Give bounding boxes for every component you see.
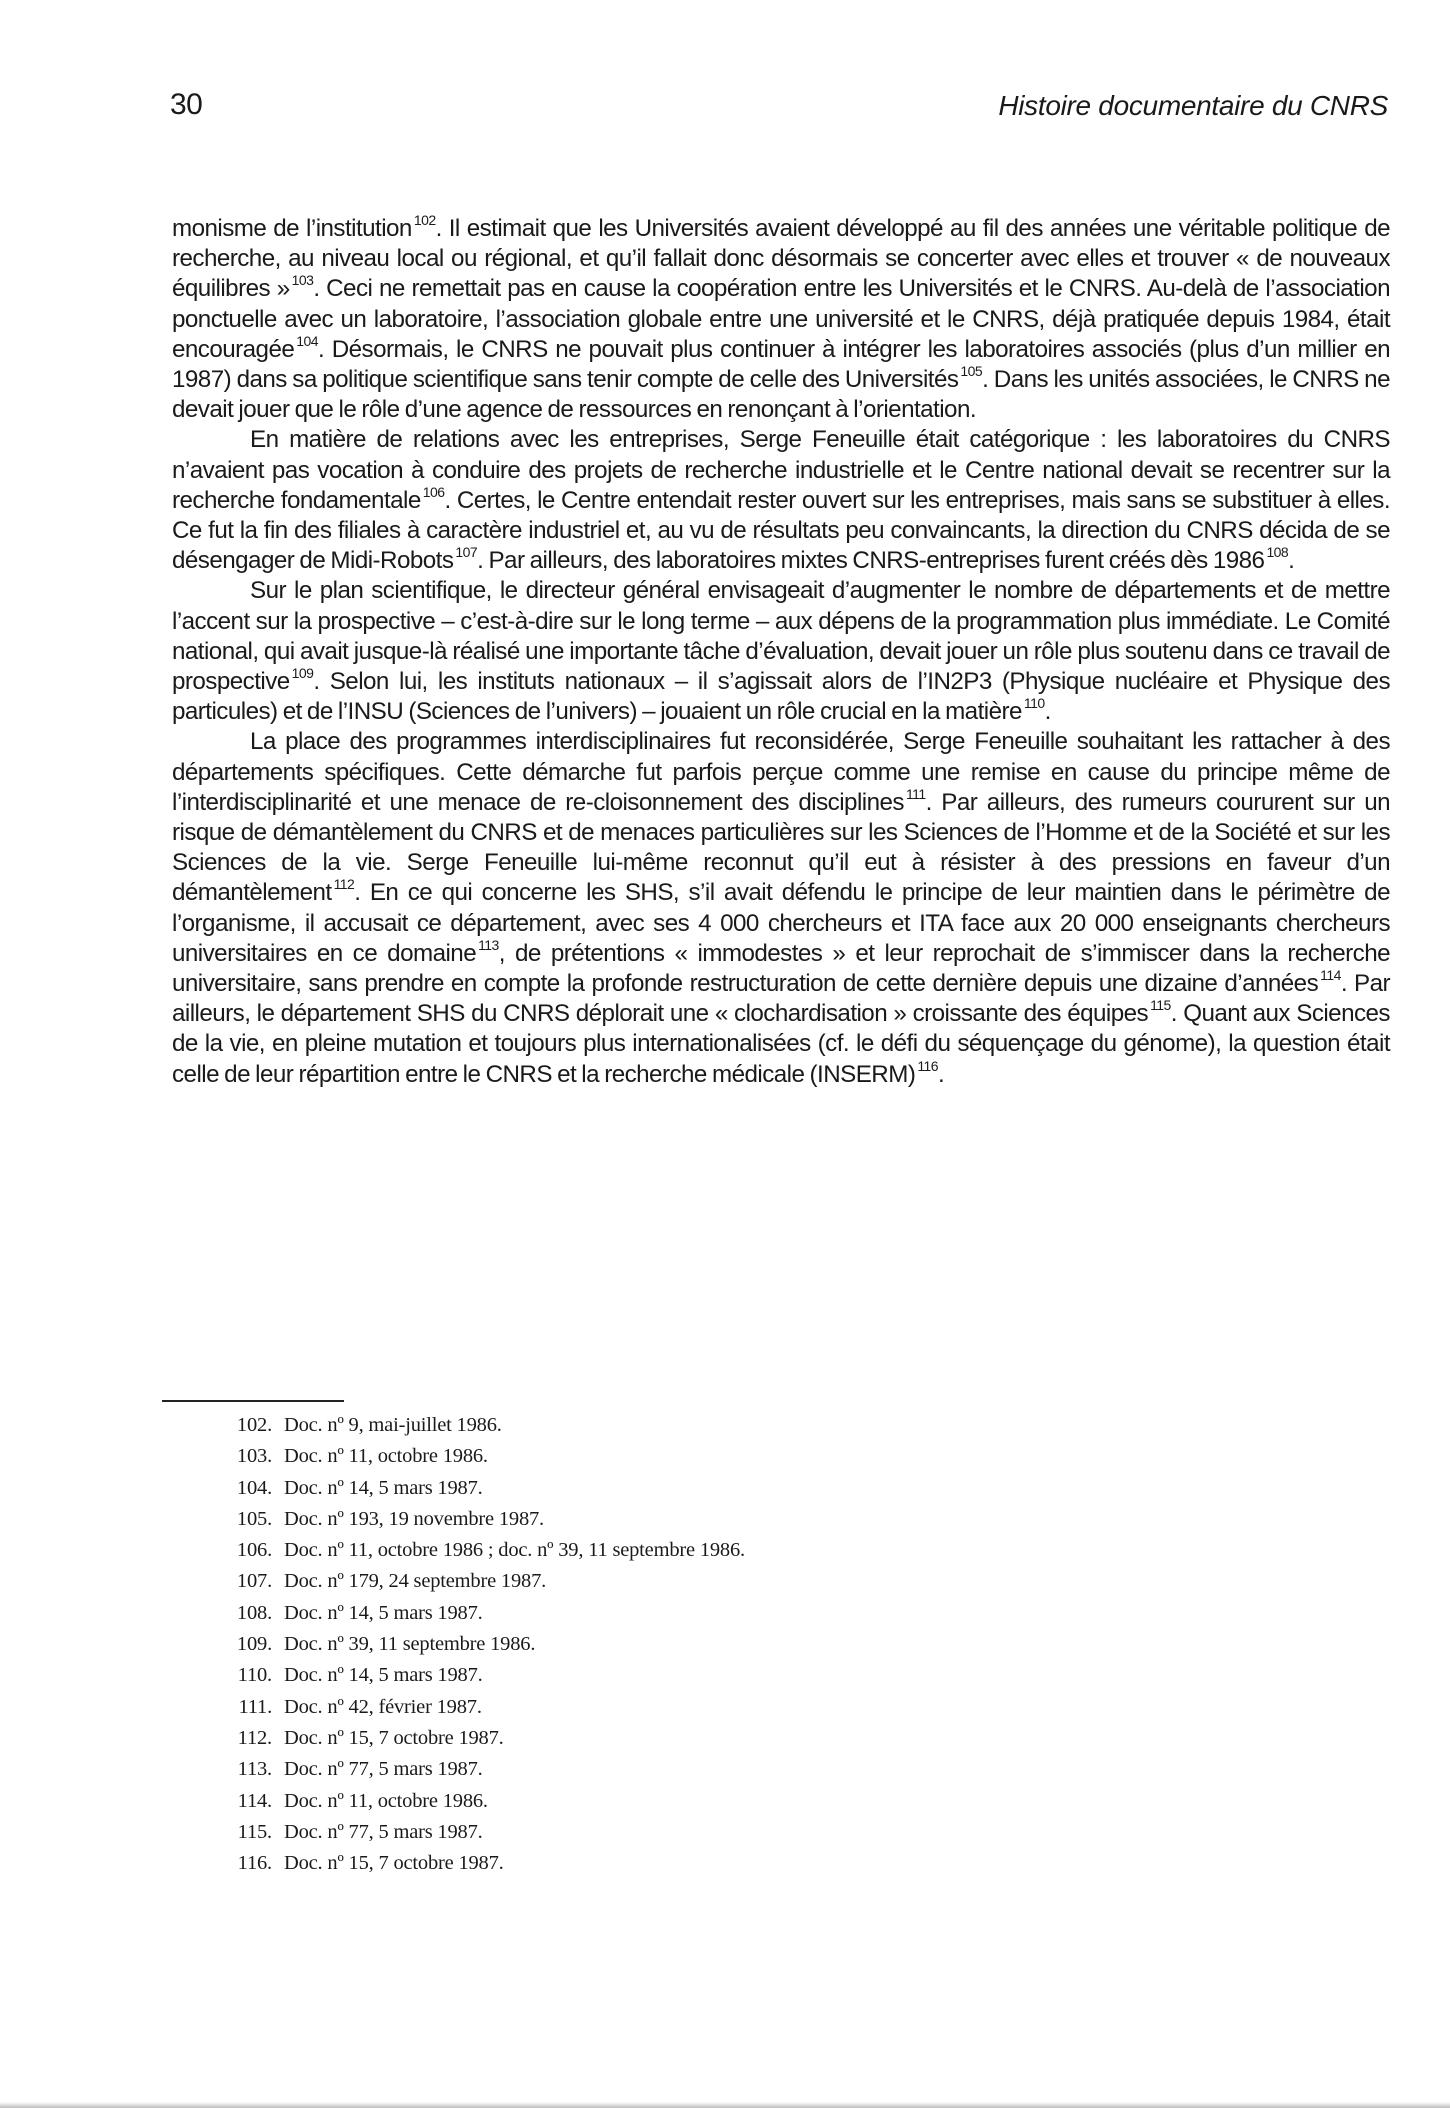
paragraph-text: Sur le plan scientifique, le directeur général envisageait d’augmenter le nombre de départements et de mettre l’accent sur la prospective – c’est-à-dire sur le long terme – aux dépens de la programmation plus immédiate. Le Comité national, qui avait jusque-là réalisé une importante tâche d’évaluation, devait jouer un rôle plus soutenu dans ce travail de prospective [172, 577, 1390, 696]
footnote-item [210, 1566, 1110, 1597]
footnotes-list [210, 1410, 1110, 1879]
footnote-number: 107. [236, 1570, 272, 1593]
scan-bottom-edge [0, 2102, 1450, 2108]
paragraph-text: . Certes, le Centre entendait rester ouvert sur les entreprises, mais sans se substituer à elles. Ce fut la fin des filiales à caractère industriel et, au vu de résultats peu convaincants, la direction du CNRS décida de se désengager de Midi-Robots [172, 486, 1390, 575]
footnote-reference[interactable]: 115 [1150, 997, 1171, 1014]
paragraph-text: , de prétentions « immodestes » et leur reprochait de s’immiscer dans la recherche universitaire, sans prendre en compte la profonde restructuration de cette dernière depuis une dizaine d’années [172, 939, 1390, 998]
paragraph-text: . Selon lui, les instituts nationaux – il s’agissait alors de l’IN2P3 (Physique nucléaire et Physique des particules) et de l’INSU (Sciences de l’univers) – jouaient un rôle crucial en la matière [172, 668, 1390, 726]
footnote-number: 106. [236, 1539, 272, 1562]
footnote-number: 103. [236, 1445, 272, 1468]
footnote-item [210, 1629, 1110, 1660]
footnote-item [210, 1723, 1110, 1754]
footnote-item [210, 1410, 1110, 1441]
footnote-reference[interactable]: 113 [478, 936, 499, 953]
footnote-reference[interactable]: 104 [296, 332, 318, 349]
paragraph-text: . Dans les unités associées, le CNRS ne devait jouer que le rôle d’une agence de ressources en renonçant à l’orientation. [172, 366, 1390, 424]
footnote-reference[interactable]: 114 [1320, 967, 1341, 984]
footnote-text: Doc. nº 179, 24 septembre 1987. [284, 1570, 547, 1593]
footnote-item [210, 1848, 1110, 1879]
footnote-number: 109. [236, 1633, 272, 1656]
paragraph-text: . [1288, 547, 1295, 575]
footnote-item [210, 1473, 1110, 1504]
paragraph-text: . Quant aux Sciences de la vie, en pleine mutation et toujours plus internationalisées (cf. le défi du séquençage du génome), la question était celle de leur répartition entre le CNRS et la recherche médicale (INSERM) [172, 1000, 1390, 1088]
paragraph-text: . Par ailleurs, des rumeurs coururent sur un risque de démantèlement du CNRS et de menaces particulières sur les Sciences de l’Homme et de la Société et sur les Sciences de la vie. Serge Feneuille lui-même reconnut qu’il eut à résister à des pressions en faveur d’un démantèlement [172, 788, 1390, 907]
paragraph-text: . En ce qui concerne les SHS, s’il avait défendu le principe de leur maintien dans le périmètre de l’organisme, il accusait ce département, avec ses 4 000 chercheurs et ITA face aux 20 000 enseignants chercheurs universitaires en ce domaine [172, 879, 1390, 967]
footnote-item [210, 1504, 1110, 1535]
footnote-reference[interactable]: 111 [905, 785, 926, 802]
footnote-text: Doc. nº 39, 11 septembre 1986. [284, 1633, 536, 1656]
paragraph-text: monisme de l’institution [172, 215, 412, 242]
running-title: Histoire documentaire du CNRS [998, 90, 1388, 121]
footnote-reference[interactable]: 112 [333, 876, 355, 893]
footnote-number: 111. [238, 1695, 272, 1718]
paragraph-text: . [938, 1060, 945, 1088]
footnote-reference[interactable]: 105 [960, 363, 983, 380]
footnote-reference[interactable]: 107 [455, 544, 478, 561]
footnote-text: Doc. nº 193, 19 novembre 1987. [284, 1507, 544, 1530]
footnote-text: Doc. nº 9, mai-juillet 1986. [284, 1414, 502, 1436]
paragraph-text: . Par ailleurs, des laboratoires mixtes CNRS-entreprises furent créés dès 1986 [477, 547, 1265, 575]
footnote-text: Doc. nº 14, 5 mars 1987. [284, 1664, 483, 1687]
footnote-item [210, 1692, 1110, 1723]
footnote-text: Doc. nº 14, 5 mars 1987. [284, 1476, 483, 1499]
footnote-text: Doc. nº 77, 5 mars 1987. [284, 1758, 483, 1781]
footnote-number: 113. [237, 1758, 272, 1781]
footnote-number: 115. [237, 1820, 272, 1843]
footnote-reference[interactable]: 110 [1023, 695, 1045, 712]
footnote-reference[interactable]: 103 [291, 272, 314, 289]
footnote-reference[interactable]: 108 [1266, 544, 1289, 561]
footnote-separator [162, 1400, 344, 1402]
paragraph-text: . Par ailleurs, le département SHS du CNRS déplorait une « clochardisation » croissante des équipes [172, 970, 1390, 1028]
paragraph [172, 425, 1390, 576]
footnote-text: Doc. nº 15, 7 octobre 1987. [284, 1852, 504, 1875]
footnote-item [210, 1754, 1110, 1785]
paragraph [172, 214, 1390, 425]
footnote-number: 105. [236, 1507, 272, 1530]
footnote-number: 110. [237, 1664, 272, 1687]
footnote-text: Doc. nº 14, 5 mars 1987. [284, 1601, 483, 1624]
footnote-text: Doc. nº 11, octobre 1986 ; doc. nº 39, 11 septembre 1986. [284, 1539, 745, 1562]
paragraph [172, 576, 1390, 727]
paragraph-text: La place des programmes interdisciplinaires fut reconsidérée, Serge Feneuille souhaitant les rattacher à des départements spécifiques. Cette démarche fut parfois perçue comme une remise en cause du principe même de l’interdisciplinarité et une menace de re-cloisonnement des disciplines [172, 728, 1390, 816]
footnote-number: 104. [236, 1476, 272, 1499]
footnote-text: Doc. nº 15, 7 octobre 1987. [284, 1726, 504, 1749]
footnote-item [210, 1817, 1110, 1848]
footnote-item [210, 1786, 1110, 1817]
paragraph-text: . Désormais, le CNRS ne pouvait plus continuer à intégrer les laboratoires associés (plus d’un millier en 1987) dans sa politique scientifique sans tenir compte de celle des Universités [172, 335, 1390, 394]
footnote-reference[interactable]: 106 [422, 483, 445, 500]
footnote-number: 116. [237, 1852, 272, 1875]
footnote-reference[interactable]: 116 [917, 1057, 939, 1074]
paragraph [172, 727, 1390, 1089]
footnote-item [210, 1660, 1110, 1691]
footnote-number: 102. [236, 1414, 272, 1436]
footnote-reference[interactable]: 109 [291, 665, 314, 682]
paragraph-text: . Il estimait que les Universités avaient développé au fil des années une véritable politique de recherche, au niveau local ou régional, et qu’il fallait donc désormais se concerter avec elles et trouver « de nouveaux équilibres » [172, 215, 1391, 303]
footnote-text: Doc. nº 11, octobre 1986. [284, 1789, 488, 1812]
footnote-number: 108. [236, 1601, 272, 1624]
page-number: 30 [170, 88, 203, 121]
footnote-item [210, 1598, 1110, 1629]
paragraph-text: En matière de relations avec les entreprises, Serge Feneuille était catégorique : les laboratoires du CNRS n’avaient pas vocation à conduire des projets de recherche industrielle et le Centre national devait se recentrer sur la recherche fondamentale [172, 426, 1390, 514]
body-text [172, 214, 1390, 1090]
footnote-reference[interactable]: 102 [413, 212, 436, 228]
footnote-item [210, 1441, 1110, 1472]
footnote-text: Doc. nº 11, octobre 1986. [284, 1445, 488, 1468]
footnote-item [210, 1535, 1110, 1566]
footnote-number: 112. [237, 1726, 272, 1749]
footnote-number: 114. [237, 1789, 272, 1812]
paragraph-text: . [1044, 698, 1051, 726]
paragraph-text: . Ceci ne remettait pas en cause la coopération entre les Universités et le CNRS. Au-delà de l’association ponctuelle avec un laboratoire, l’association globale entre une université et le CNRS, déjà pratiquée depuis 1984, était encouragée [172, 275, 1390, 363]
footnote-text: Doc. nº 77, 5 mars 1987. [284, 1820, 483, 1843]
footnote-text: Doc. nº 42, février 1987. [284, 1695, 482, 1718]
